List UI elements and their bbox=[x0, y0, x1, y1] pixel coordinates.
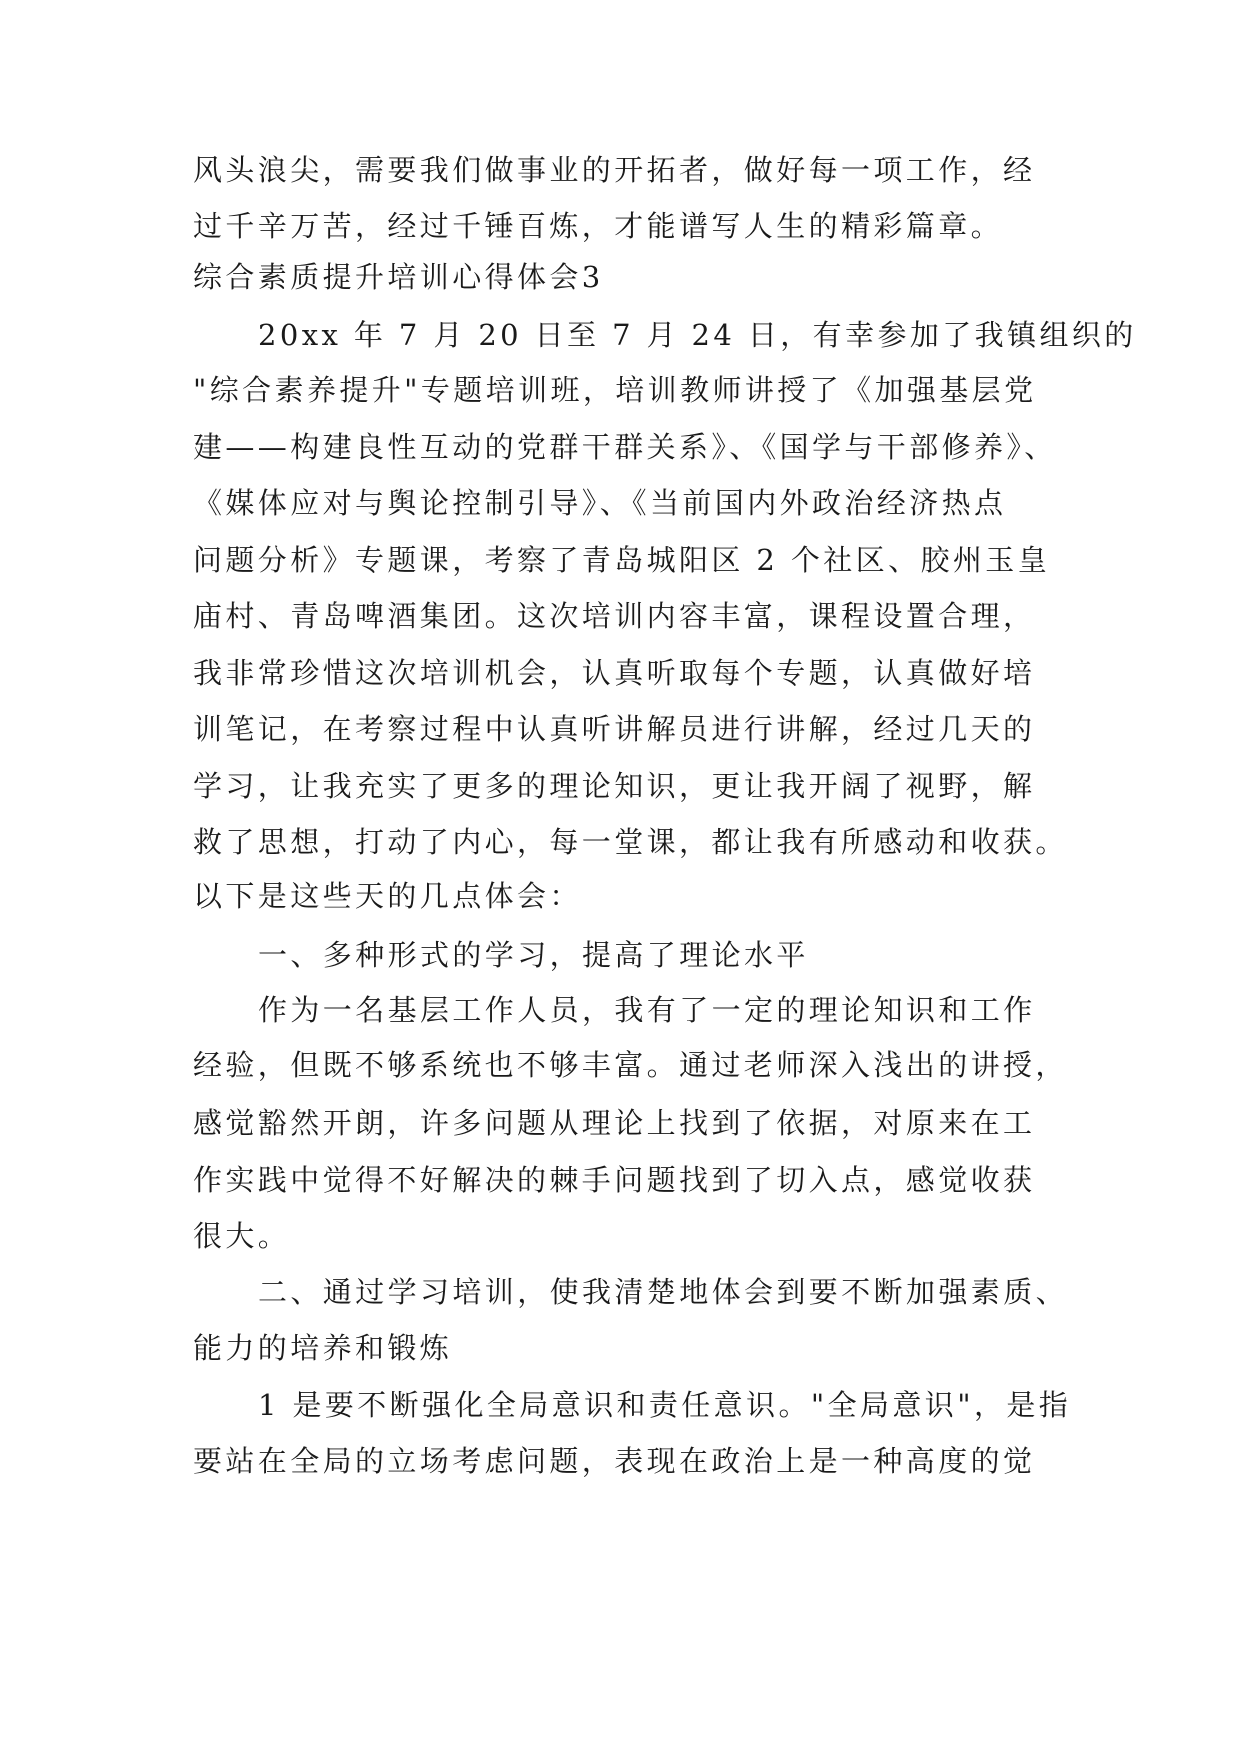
text-line: 很大。 bbox=[193, 1219, 291, 1253]
text-line: 风头浪尖，需要我们做事业的开拓者，做好每一项工作，经 bbox=[193, 153, 1036, 187]
text-line: 能力的培养和锻炼 bbox=[193, 1331, 453, 1365]
text-line: 经验，但既不够系统也不够丰富。通过老师深入浅出的讲授， bbox=[193, 1048, 1068, 1082]
text-line: 庙村、青岛啤酒集团。这次培训内容丰富，课程设置合理， bbox=[193, 599, 1036, 633]
text-line: 以下是这些天的几点体会： bbox=[193, 879, 582, 913]
paragraph-start-line: 1 是要不断强化全局意识和责任意识。"全局意识"，是指 bbox=[258, 1388, 1072, 1422]
paragraph-start-line: 20xx 年 7 月 20 日至 7 月 24 日，有幸参加了我镇组织的 bbox=[258, 318, 1137, 352]
text-line: 《媒体应对与舆论控制引导》、《当前国内外政治经济热点 bbox=[193, 486, 1007, 520]
section-heading: 综合素质提升培训心得体会3 bbox=[193, 260, 604, 294]
text-line: "综合素养提升"专题培训班，培训教师讲授了《加强基层党 bbox=[193, 373, 1037, 407]
text-line: 建——构建良性互动的党群干群关系》、《国学与干部修养》、 bbox=[193, 430, 1057, 464]
text-line: 我非常珍惜这次培训机会，认真听取每个专题，认真做好培 bbox=[193, 656, 1036, 690]
text-line: 过千辛万苦，经过千锤百炼，才能谱写人生的精彩篇章。 bbox=[193, 209, 1004, 243]
text-line: 作实践中觉得不好解决的棘手问题找到了切入点，感觉收获 bbox=[193, 1163, 1036, 1197]
paragraph-start-line: 作为一名基层工作人员，我有了一定的理论知识和工作 bbox=[258, 993, 1036, 1027]
text-line: 训笔记，在考察过程中认真听讲解员进行讲解，经过几天的 bbox=[193, 712, 1036, 746]
text-line: 感觉豁然开朗，许多问题从理论上找到了依据，对原来在工 bbox=[193, 1106, 1036, 1140]
subheading: 二、通过学习培训，使我清楚地体会到要不断加强素质、 bbox=[258, 1275, 1069, 1309]
subheading: 一、多种形式的学习，提高了理论水平 bbox=[258, 938, 809, 972]
text-line: 问题分析》专题课，考察了青岛城阳区 2 个社区、胶州玉皇 bbox=[193, 543, 1051, 577]
text-line: 要站在全局的立场考虑问题，表现在政治上是一种高度的觉 bbox=[193, 1444, 1036, 1478]
text-line: 救了思想，打动了内心，每一堂课，都让我有所感动和收获。 bbox=[193, 825, 1068, 859]
text-line: 学习，让我充实了更多的理论知识，更让我开阔了视野，解 bbox=[193, 769, 1036, 803]
